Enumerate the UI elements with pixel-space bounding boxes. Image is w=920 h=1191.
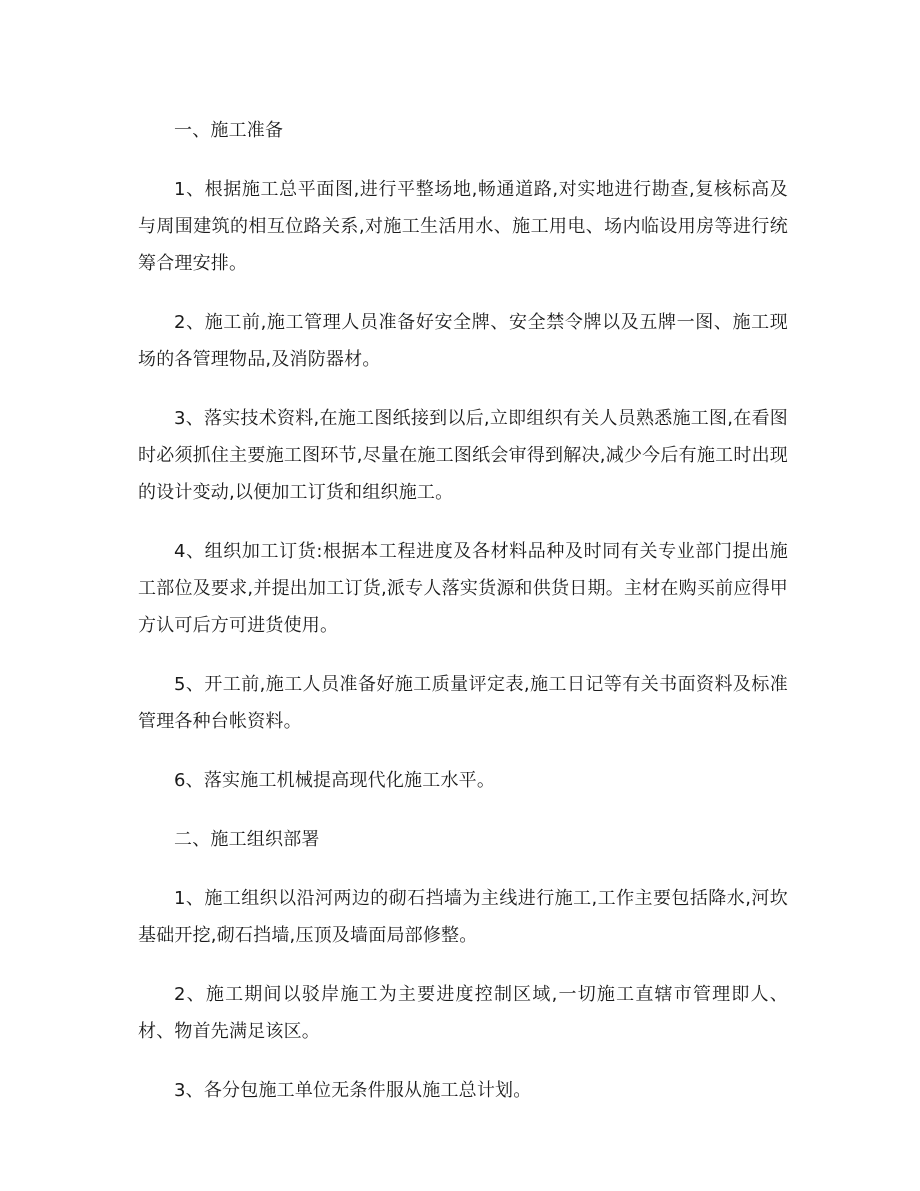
paragraph-1-5: 5、开工前,施工人员准备好施工质量评定表,施工日记等有关书面资料及标准管理各种台帐资料。 xyxy=(138,674,788,732)
document-body xyxy=(138,112,788,1131)
paragraph-2-1: 1、施工组织以沿河两边的砌石挡墙为主线进行施工,工作主要包括降水,河坎基础开挖,砌石挡墙,压顶及墙面局部修整。 xyxy=(138,888,788,946)
section-heading-1: 一、施工准备 xyxy=(174,120,284,141)
paragraph-2-2: 2、施工期间以驳岸施工为主要进度控制区域,一切施工直辖市管理即人、材、物首先满足该区。 xyxy=(138,984,788,1042)
paragraph-1-3: 3、落实技术资料,在施工图纸接到以后,立即组织有关人员熟悉施工图,在看图时必须抓住主要施工图环节,尽量在施工图纸会审得到解决,减少今后有施工时出现的设计变动,以便加工订货和组织施工。 xyxy=(138,408,788,503)
paragraph-1-4: 4、组织加工订货:根据本工程进度及各材料品种及时同有关专业部门提出施工部位及要求,并提出加工订货,派专人落实货源和供货日期。主材在购买前应得甲方认可后方可进货使用。 xyxy=(138,541,788,636)
paragraph-2-3: 3、各分包施工单位无条件服从施工总计划。 xyxy=(174,1080,532,1101)
paragraph-1-6: 6、落实施工机械提高现代化施工水平。 xyxy=(174,770,496,791)
paragraph-1-1: 1、根据施工总平面图,进行平整场地,畅通道路,对实地进行勘查,复核标高及与周围建筑的相互位路关系,对施工生活用水、施工用电、场内临设用房等进行统筹合理安排。 xyxy=(138,179,788,274)
paragraph-1-2: 2、施工前,施工管理人员准备好安全牌、安全禁令牌以及五牌一图、施工现场的各管理物品,及消防器材。 xyxy=(138,312,788,370)
section-heading-2: 二、施工组织部署 xyxy=(174,829,320,850)
